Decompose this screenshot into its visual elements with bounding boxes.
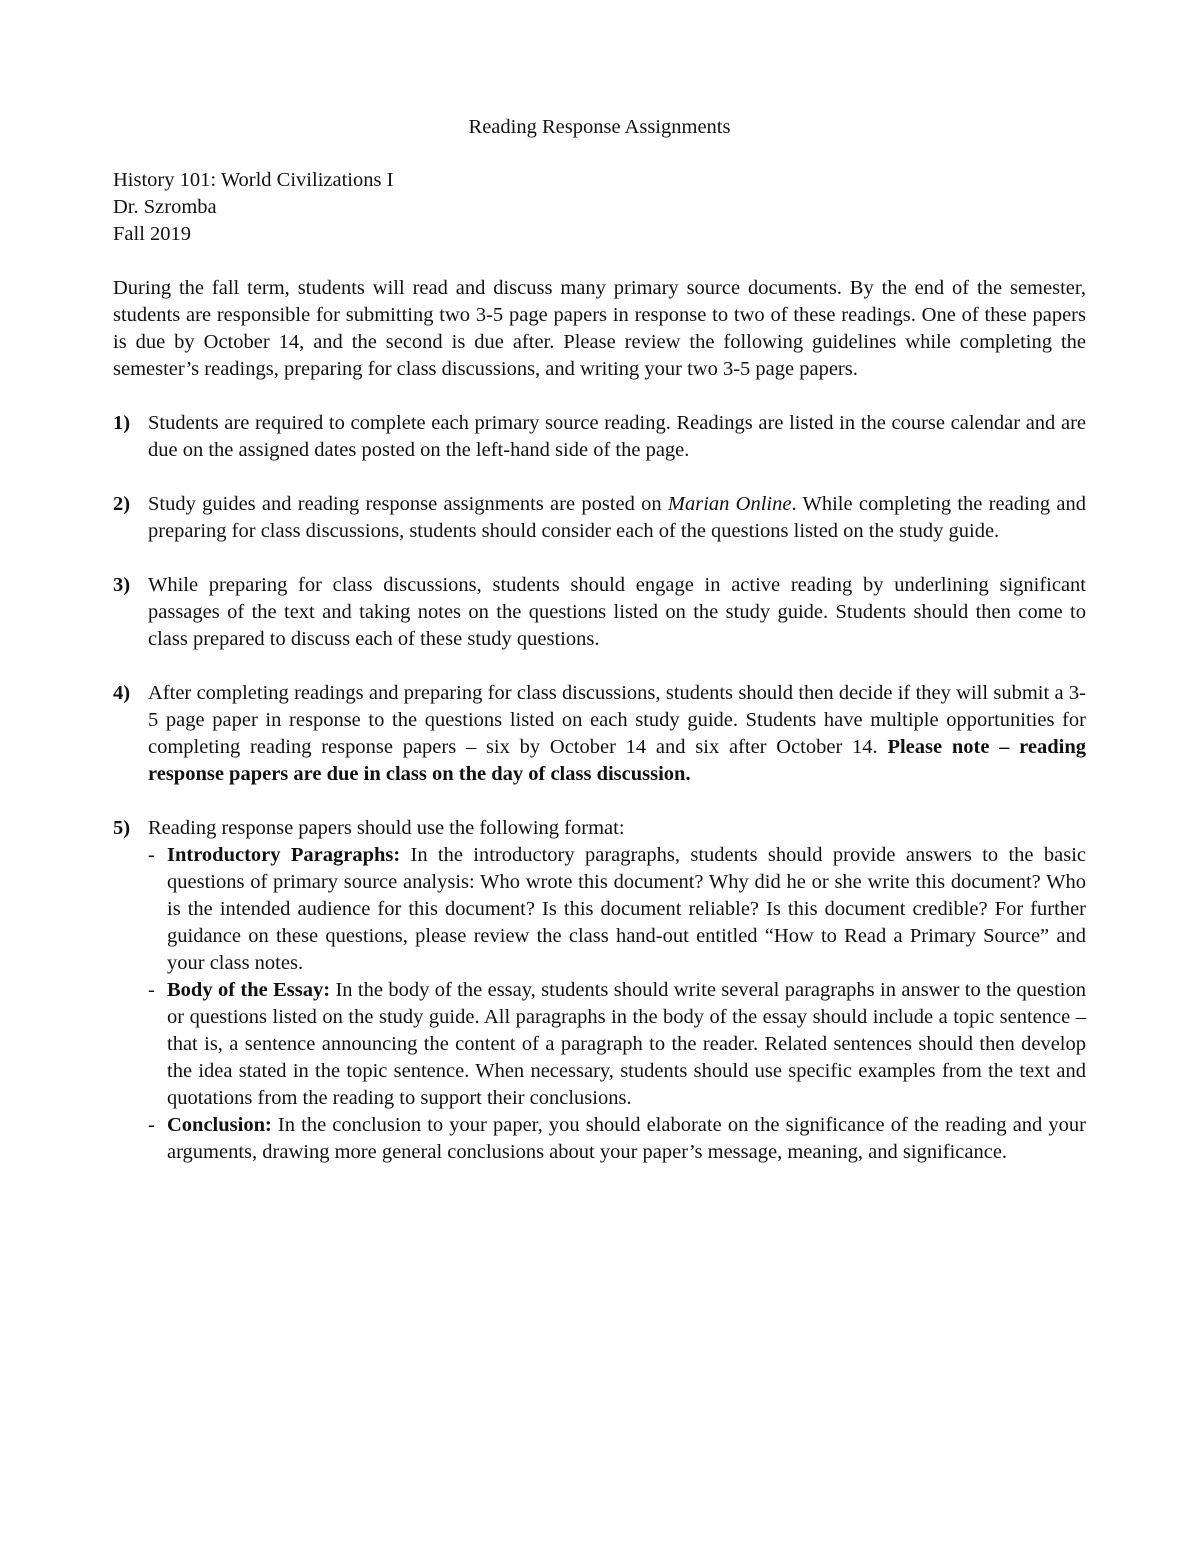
document-title: Reading Response Assignments <box>468 116 731 138</box>
format-text: In the introductory paragraphs, students should provide answers to the basic questions of primary source analysis: Who wrote this document? Why did he or she write this document? Who is the intended audience for this document? Is this document reliable? Is this document credible? For further guidance on these questions, please review the class hand-out entitled “How to Read a Primary Source” and your class notes. <box>167 844 1086 974</box>
important-note: Please note – reading response papers are due in class on the day of class discussion. <box>148 736 1086 785</box>
format-text: In the conclusion to your paper, you should elaborate on the significance of the reading and your arguments, drawing more general conclusions about your paper’s message, meaning, and significance. <box>167 1114 1086 1163</box>
item-text: After completing readings and preparing for class discussions, students should then decide if they will submit a 3-5 page paper in response to the questions listed on each study guide. Students have multiple opportunities for completing reading response papers – six by October 14 and six after October 14. <box>148 682 1086 758</box>
format-text: In the body of the essay, students should write several paragraphs in answer to the question or questions listed on the study guide. All paragraphs in the body of the essay should include a topic sentence – that is, a sentence announcing the content of a paragraph to the reader. Related sentences should then develop the idea stated in the topic sentence. When necessary, students should use specific examples from the text and quotations from the reading to support their conclusions. <box>167 979 1086 1109</box>
format-item-conclusion <box>148 1112 1086 1166</box>
dash-bullet: - <box>148 1114 155 1136</box>
item-number: 2) <box>113 493 131 515</box>
guideline-item-5 <box>113 815 1086 1166</box>
guideline-item-2 <box>113 491 1086 545</box>
course-info <box>113 167 1086 248</box>
format-item-body <box>148 977 1086 1112</box>
instructor-name: Dr. Szromba <box>113 196 217 218</box>
document-page <box>113 114 1086 1193</box>
format-label: Introductory Paragraphs: <box>167 844 401 866</box>
item-number: 5) <box>113 817 131 839</box>
format-label: Conclusion: <box>167 1114 272 1136</box>
guideline-item-1 <box>113 410 1086 464</box>
format-item-introduction <box>148 842 1086 977</box>
item-text: Reading response papers should use the following format: <box>148 817 625 839</box>
intro-paragraph: During the fall term, students will read and discuss many primary source documents. By the end of the semester, students are responsible for submitting two 3-5 page papers in response to two of these readings. One of these papers is due by October 14, and the second is due after. Please review the following guidelines while completing the semester’s readings, preparing for class discussions, and writing your two 3-5 page papers. <box>113 277 1086 380</box>
item-number: 4) <box>113 682 131 704</box>
guideline-item-3 <box>113 572 1086 653</box>
term: Fall 2019 <box>113 223 192 245</box>
item-text-continued: . While completing the reading and preparing for class discussions, students should consider each of the questions listed on the study guide. <box>148 493 1087 542</box>
format-label: Body of the Essay: <box>167 979 331 1001</box>
dash-bullet: - <box>148 844 155 866</box>
item-text: Students are required to complete each primary source reading. Readings are listed in the course calendar and are due on the assigned dates posted on the left-hand side of the page. <box>148 412 1086 461</box>
item-text: While preparing for class discussions, students should engage in active reading by underlining significant passages of the text and taking notes on the questions listed on the study guide. Students should then come to class prepared to discuss each of these study questions. <box>148 574 1086 650</box>
dash-bullet: - <box>148 979 155 1001</box>
course-name: History 101: World Civilizations I <box>113 169 394 191</box>
item-number: 1) <box>113 412 131 434</box>
item-text: Study guides and reading response assignments are posted on <box>148 493 668 515</box>
marian-online-reference: Marian Online <box>667 493 792 515</box>
guideline-item-4 <box>113 680 1086 788</box>
item-number: 3) <box>113 574 131 596</box>
